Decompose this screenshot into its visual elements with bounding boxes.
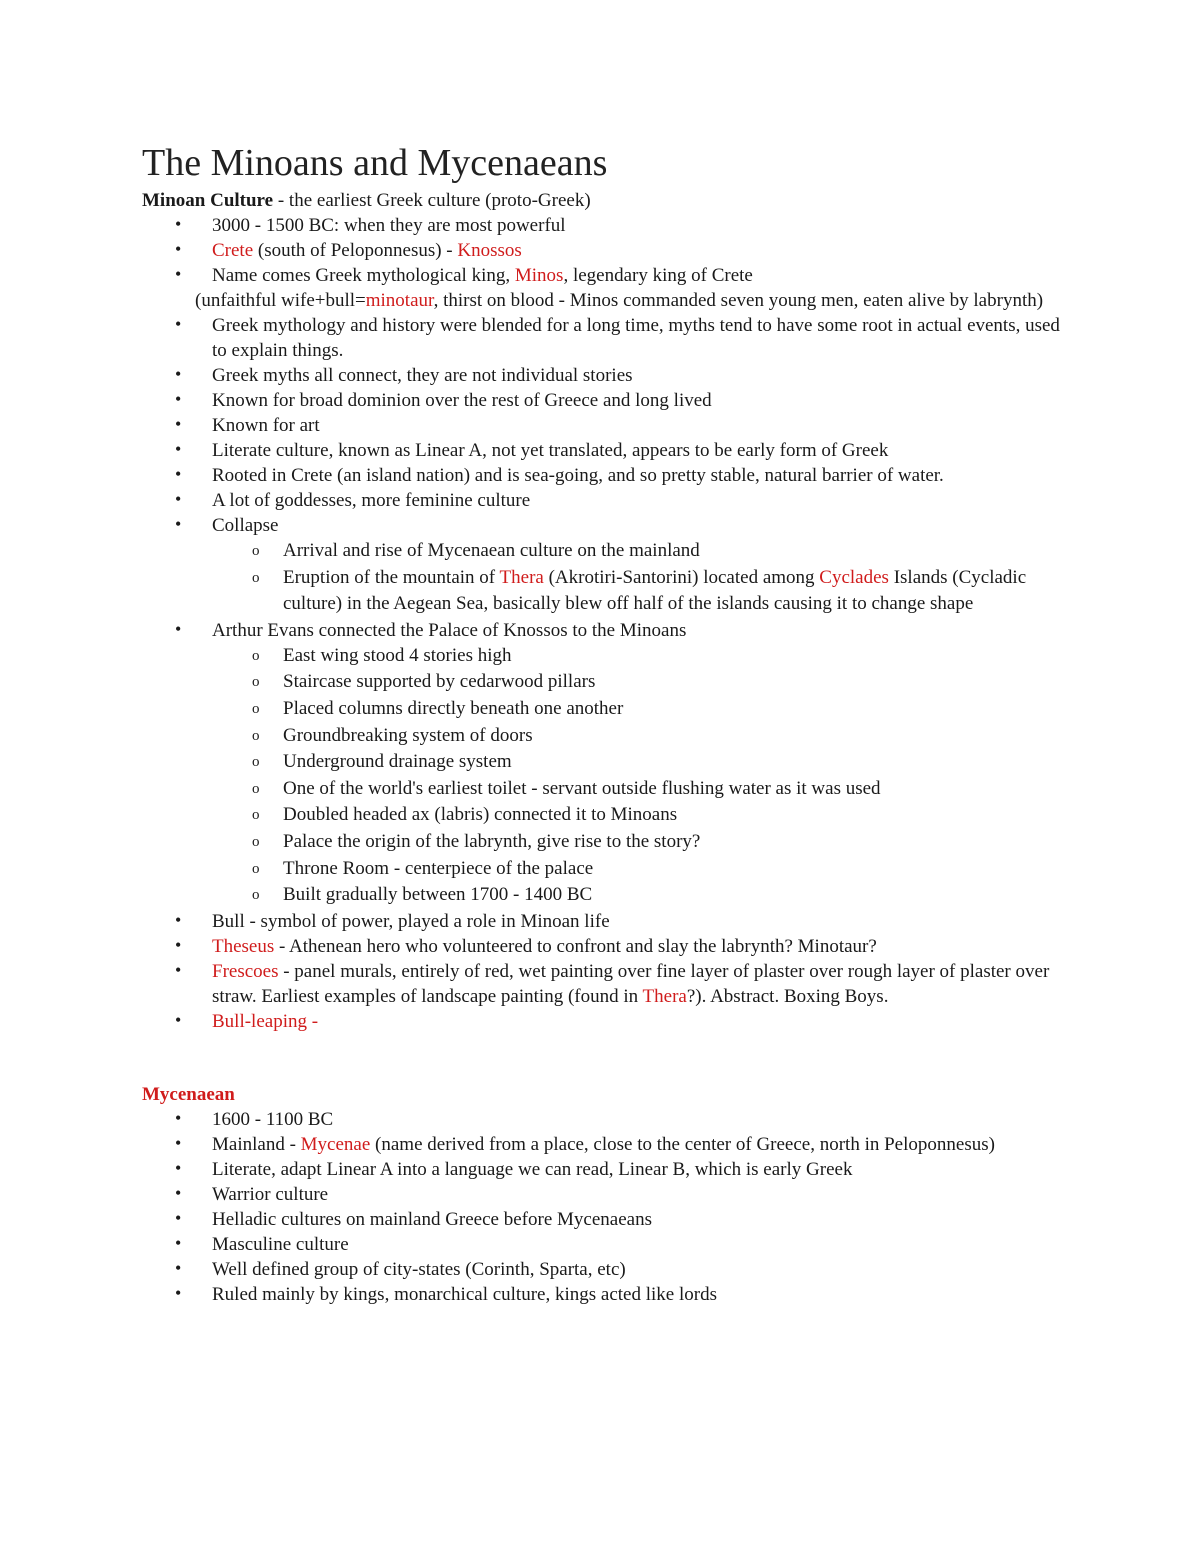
bullet-icon: • xyxy=(175,618,182,639)
list-item xyxy=(175,618,1062,909)
list-item-text: ?). Abstract. Boxing Boys. xyxy=(686,985,889,1007)
list-item xyxy=(175,1282,1062,1307)
sublist-item xyxy=(252,776,1062,803)
list-item-text: A lot of goddesses, more feminine culture xyxy=(212,490,531,511)
list-item xyxy=(175,463,1062,488)
minoan-list-cont xyxy=(142,313,1062,1034)
bullet-icon: • xyxy=(175,364,182,384)
highlight-term: Frescoes xyxy=(212,960,279,982)
mycenaean-list xyxy=(142,1107,1062,1307)
list-item xyxy=(175,1009,1062,1034)
sublist-item xyxy=(252,723,1062,750)
highlight-term: Theseus xyxy=(212,935,275,957)
bullet-icon: • xyxy=(175,1182,182,1203)
mycenaean-heading: Mycenaean xyxy=(142,1083,235,1105)
circle-bullet-icon: o xyxy=(252,543,260,559)
list-item xyxy=(175,959,1062,1009)
sublist-item-text: (Akrotiri-Santorini) located among xyxy=(543,566,820,588)
sublist-item-text: Underground drainage system xyxy=(283,751,512,773)
list-item-text: 1600 - 1100 BC xyxy=(212,1108,334,1130)
bullet-icon: • xyxy=(175,909,182,930)
circle-bullet-icon: o xyxy=(252,780,260,797)
circle-bullet-icon: o xyxy=(252,727,260,744)
list-item xyxy=(175,438,1062,463)
list-item xyxy=(175,213,1062,238)
list-item-text: Rooted in Crete (an island nation) and is sea-going, and so pretty stable, natural barrier of water. xyxy=(212,465,944,486)
highlight-term: Thera xyxy=(499,566,544,588)
sublist-item xyxy=(252,882,1062,909)
minoan-list xyxy=(142,213,1062,288)
list-item xyxy=(175,413,1062,438)
bullet-icon: • xyxy=(175,934,182,955)
sublist-item xyxy=(252,749,1062,776)
list-item-text: Masculine culture xyxy=(212,1233,349,1255)
list-item xyxy=(175,1132,1062,1157)
list-item xyxy=(175,388,1062,413)
document-page xyxy=(142,140,1062,1307)
bullet-icon: • xyxy=(175,514,182,534)
list-item-text: Name comes Greek mythological king, xyxy=(212,265,515,286)
bullet-icon: • xyxy=(175,214,182,234)
bullet-icon: • xyxy=(175,1132,182,1153)
sublist-item xyxy=(252,565,1062,618)
list-item-text: (name derived from a place, close to the center of Greece, north in Peloponnesus) xyxy=(370,1133,995,1155)
bullet-icon: • xyxy=(175,1157,182,1178)
sublist-item xyxy=(252,643,1062,670)
circle-bullet-icon: o xyxy=(252,647,260,664)
list-item-text: (south of Peloponnesus) - xyxy=(253,240,458,261)
bullet-icon: • xyxy=(175,439,182,459)
bullet-icon: • xyxy=(175,389,182,409)
bullet-icon: • xyxy=(175,464,182,484)
sublist-item-text: Doubled headed ax (labris) connected it to Minoans xyxy=(283,804,678,826)
list-item-text: Ruled mainly by kings, monarchical culture, kings acted like lords xyxy=(212,1283,717,1305)
collapse-sublist xyxy=(212,538,1062,618)
list-item-text: - xyxy=(306,1010,319,1032)
list-item-text: Well defined group of city-states (Corinth, Sparta, etc) xyxy=(212,1258,626,1280)
highlight-term: Crete xyxy=(212,240,254,261)
list-item xyxy=(175,1257,1062,1282)
list-item-text: Helladic cultures on mainland Greece before Mycenaeans xyxy=(212,1208,652,1230)
circle-bullet-icon: o xyxy=(252,700,260,717)
list-item xyxy=(175,488,1062,513)
bullet-icon: • xyxy=(175,1257,182,1278)
continuation-paragraph xyxy=(142,288,1062,313)
sublist-item-text: Arrival and rise of Mycenaean culture on the mainland xyxy=(283,540,700,561)
highlight-term: minotaur xyxy=(365,290,434,311)
sublist-item xyxy=(252,696,1062,723)
bullet-icon: • xyxy=(175,414,182,434)
sublist-item-text: East wing stood 4 stories high xyxy=(283,644,512,666)
list-item-text: - panel murals, entirely of red, wet painting over fine layer of plaster over rough layer of plaster over straw. Earliest examples of landscape painting (found in xyxy=(212,960,1050,1007)
list-item xyxy=(175,1232,1062,1257)
list-item-text: - Athenean hero who volunteered to confront and slay the labrynth? Minotaur? xyxy=(274,935,877,957)
bullet-icon: • xyxy=(175,489,182,509)
minoan-heading xyxy=(142,188,1062,213)
list-item xyxy=(175,1107,1062,1132)
list-item xyxy=(175,934,1062,959)
list-item-text: Collapse xyxy=(212,515,279,536)
circle-bullet-icon: o xyxy=(252,674,260,691)
list-item-text: Greek myths all connect, they are not individual stories xyxy=(212,365,633,386)
list-item-text: , legendary king of Crete xyxy=(563,265,753,286)
list-item xyxy=(175,263,1062,288)
list-item-text: Mainland - xyxy=(212,1133,301,1155)
bullet-icon: • xyxy=(175,1009,182,1030)
highlight-term: Cyclades xyxy=(819,566,889,588)
page-title: The Minoans and Mycenaeans xyxy=(142,142,608,184)
highlight-term: Minos xyxy=(514,265,564,286)
list-item xyxy=(175,909,1062,934)
sublist-item-text: Throne Room - centerpiece of the palace xyxy=(283,857,594,879)
list-item-text: Literate culture, known as Linear A, not yet translated, appears to be early form of Greek xyxy=(212,440,889,461)
sublist-item xyxy=(252,538,1062,565)
highlight-term: Knossos xyxy=(457,240,522,261)
minoan-heading-label: Minoan Culture xyxy=(142,190,274,211)
list-item xyxy=(175,1207,1062,1232)
sublist-item xyxy=(252,802,1062,829)
sublist-item-text: Eruption of the mountain of xyxy=(283,566,500,588)
bullet-icon: • xyxy=(175,264,182,284)
bullet-icon: • xyxy=(175,1232,182,1253)
sublist-item-text: Built gradually between 1700 - 1400 BC xyxy=(283,884,593,906)
list-item-text: Bull - symbol of power, played a role in Minoan life xyxy=(212,910,610,932)
bullet-icon: • xyxy=(175,1207,182,1228)
sublist-item-text: Staircase supported by cedarwood pillars xyxy=(283,671,596,693)
sublist-item-text: One of the world's earliest toilet - servant outside flushing water as it was used xyxy=(283,777,881,799)
paragraph-text: , thirst on blood - Minos commanded seven young men, eaten alive by labrynth) xyxy=(433,290,1044,311)
sublist-item-text: Placed columns directly beneath one another xyxy=(283,697,624,719)
bullet-icon: • xyxy=(175,1282,182,1303)
sublist-item xyxy=(252,829,1062,856)
evans-sublist xyxy=(212,643,1062,909)
sublist-item xyxy=(252,856,1062,883)
list-item xyxy=(175,238,1062,263)
list-item-text: Known for art xyxy=(212,415,320,436)
circle-bullet-icon: o xyxy=(252,833,260,850)
sublist-item-text: Islands (Cycladic culture) in the Aegean Sea, basically blew off half of the islands causing it to change shape xyxy=(283,566,1027,615)
list-item xyxy=(175,363,1062,388)
list-item-text: 3000 - 1500 BC: when they are most powerful xyxy=(212,215,566,236)
bullet-icon: • xyxy=(175,1107,182,1128)
minoan-heading-desc: - the earliest Greek culture (proto-Greek) xyxy=(273,190,591,211)
circle-bullet-icon: o xyxy=(252,860,260,877)
circle-bullet-icon: o xyxy=(252,754,260,771)
paragraph-text: (unfaithful wife+bull= xyxy=(195,290,366,311)
list-item xyxy=(175,1182,1062,1207)
section-spacer xyxy=(142,1034,1062,1082)
highlight-term: Bull-leaping xyxy=(212,1010,307,1032)
highlight-term: Mycenae xyxy=(300,1133,371,1155)
circle-bullet-icon: o xyxy=(252,887,260,904)
list-item-text: Arthur Evans connected the Palace of Knossos to the Minoans xyxy=(212,619,687,641)
list-item-text: Greek mythology and history were blended for a long time, myths tend to have some root in actual events, used to explain things. xyxy=(212,315,1060,361)
list-item xyxy=(175,313,1062,363)
bullet-icon: • xyxy=(175,239,182,259)
sublist-item-text: Groundbreaking system of doors xyxy=(283,724,533,746)
list-item xyxy=(175,513,1062,618)
circle-bullet-icon: o xyxy=(252,807,260,824)
bullet-icon: • xyxy=(175,959,182,980)
circle-bullet-icon: o xyxy=(252,569,260,586)
list-item-text: Warrior culture xyxy=(212,1183,329,1205)
bullet-icon: • xyxy=(175,314,182,334)
list-item-text: Known for broad dominion over the rest of Greece and long lived xyxy=(212,390,712,411)
list-item xyxy=(175,1157,1062,1182)
list-item-text: Literate, adapt Linear A into a language we can read, Linear B, which is early Greek xyxy=(212,1158,853,1180)
highlight-term: Thera xyxy=(642,985,687,1007)
sublist-item-text: Palace the origin of the labrynth, give rise to the story? xyxy=(283,830,701,852)
sublist-item xyxy=(252,669,1062,696)
